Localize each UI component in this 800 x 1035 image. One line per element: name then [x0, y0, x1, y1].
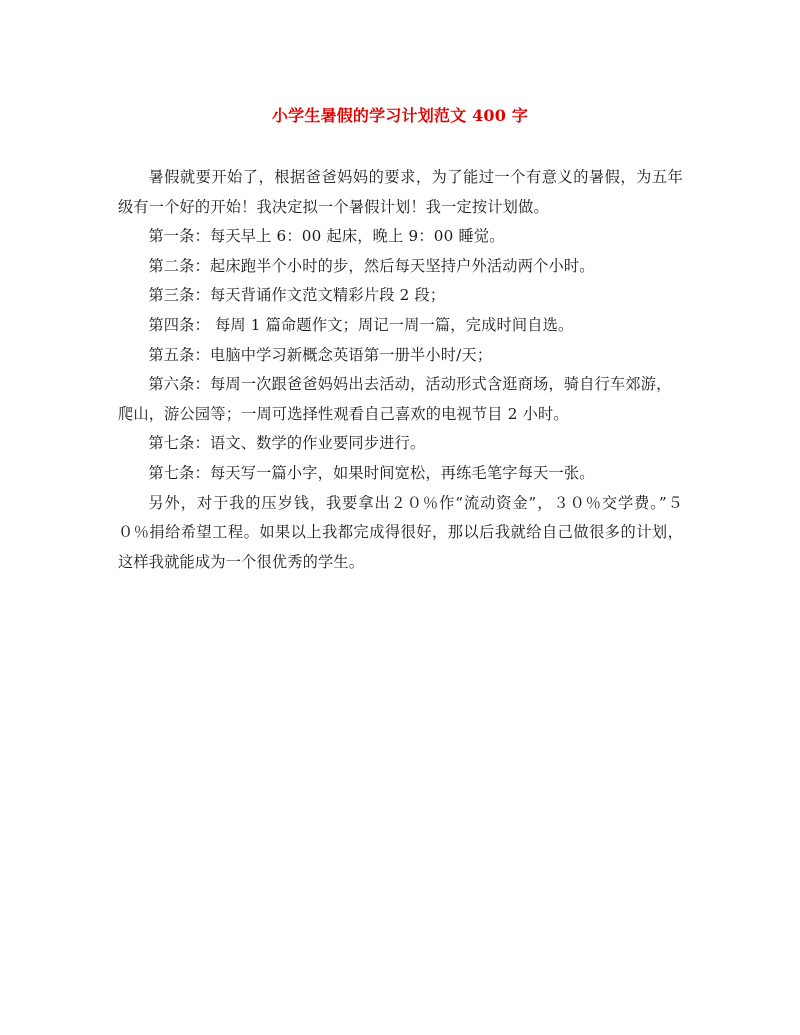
plan-item-7: 第七条：语文、数学的作业要同步进行。 [148, 434, 426, 453]
plan-item-4: 第四条： 每周 1 篇命题作文；周记一周一篇，完成时间自选。 [148, 315, 574, 334]
plan-item-5: 第五条：电脑中学习新概念英语第一册半小时/天； [148, 345, 493, 364]
document-body [118, 163, 683, 577]
plan-item-8: 第七条：每天写一篇小字，如果时间宽松，再练毛笔字每天一张。 [148, 463, 595, 482]
closing-paragraph: 另外，对于我的压岁钱，我要拿出２０％作“流动资金”，３０％交学费。”５０％捐给希望工程。如果以上我都完成得很好，那以后我就给自己做很多的计划，这样我就能成为一个很优秀的学生。 [118, 493, 683, 571]
plan-item-1: 第一条：每天早上 6：00 起床，晚上 9：00 睡觉。 [148, 227, 505, 246]
plan-item-3: 第三条：每天背诵作文范文精彩片段 2 段； [148, 286, 446, 305]
intro-paragraph: 暑假就要开始了，根据爸爸妈妈的要求，为了能过一个有意义的暑假，为五年级有一个好的开始！我决定拟一个暑假计划！我一定按计划做。 [118, 168, 683, 216]
plan-item-6: 第六条：每周一次跟爸爸妈妈出去活动，活动形式含逛商场，骑自行车郊游，爬山，游公园等；一周可选择性观看自己喜欢的电视节目 2 小时。 [118, 375, 672, 423]
document-title: 小学生暑假的学习计划范文 400 字 [271, 106, 529, 125]
plan-item-2: 第二条：起床跑半个小时的步，然后每天坚持户外活动两个小时。 [148, 256, 595, 275]
